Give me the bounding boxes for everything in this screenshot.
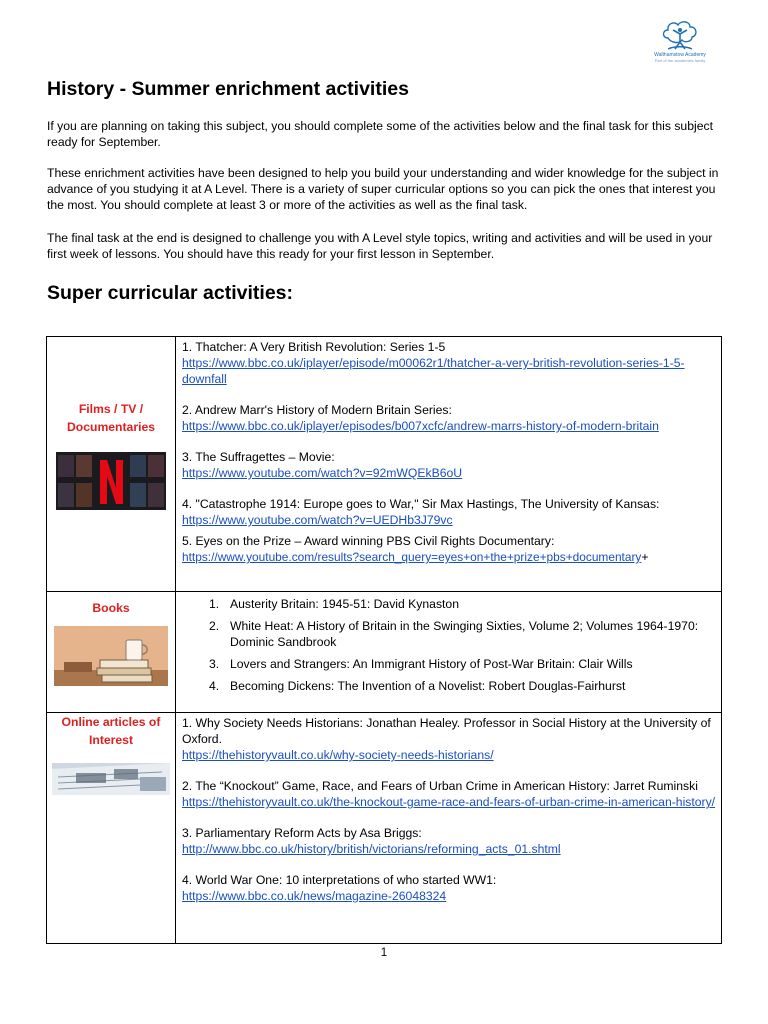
book-item-3-title: Lovers and Strangers: An Immigrant History of Post-War Britain: Clair Wills	[230, 657, 633, 671]
logo-tagline: Part of the academies family	[654, 58, 706, 63]
articles-category-label-line1: Online articles of	[61, 715, 161, 729]
intro-paragraph-3: The final task at the end is designed to challenge you with A Level style topics, writing and activities and will be used in your first week of lessons. You should have this ready for your first lesson in September.	[47, 231, 713, 261]
films-content-cell	[176, 337, 722, 592]
books-content-cell	[176, 592, 722, 713]
articles-content-cell	[176, 713, 722, 944]
film-item-1	[182, 339, 717, 387]
article-item-4-link[interactable]: https://www.bbc.co.uk/news/magazine-26048324	[182, 889, 447, 903]
film-item-3-title: 3. The Suffragettes – Movie:	[182, 450, 335, 464]
book-item-2-title: White Heat: A History of Britain in the Swinging Sixties, Volume 2; Volumes 1964-1970: Dominic Sandbrook	[230, 619, 699, 649]
article-item-4	[182, 872, 717, 904]
intro-paragraph-1: If you are planning on taking this subject, you should complete some of the activities below and the final task for this subject ready for September.	[47, 119, 713, 149]
film-item-2-title: 2. Andrew Marr's History of Modern Britain Series:	[182, 403, 452, 417]
film-item-4	[182, 496, 717, 528]
books-category-cell	[47, 592, 176, 713]
article-item-1-link[interactable]: https://thehistoryvault.co.uk/why-society-needs-historians/	[182, 748, 494, 762]
newspaper-icon	[52, 763, 170, 795]
films-category-cell	[47, 337, 176, 592]
book-item-3	[182, 656, 717, 672]
articles-category-label-line2: Interest	[88, 733, 134, 747]
article-item-1	[182, 715, 717, 763]
page-title: History - Summer enrichment activities	[47, 78, 409, 100]
books-category-label: Books	[92, 601, 130, 615]
tree-logo-icon	[660, 18, 700, 52]
article-item-3	[182, 825, 717, 857]
film-item-5-suffix: +	[641, 550, 649, 564]
article-item-4-title: 4. World War One: 10 interpretations of who started WW1:	[182, 873, 497, 887]
film-item-5-link[interactable]: https://www.youtube.com/results?search_query=eyes+on+the+prize+pbs+documentary	[182, 550, 642, 564]
logo-name: Walthamstow Academy	[654, 52, 706, 58]
film-item-5	[182, 533, 717, 565]
film-item-3-link[interactable]: https://www.youtube.com/watch?v=92mWQEkB6oU	[182, 466, 463, 480]
book-item-2	[182, 618, 717, 650]
activities-table	[46, 336, 722, 944]
film-item-2-link[interactable]: https://www.bbc.co.uk/iplayer/episodes/b007xcfc/andrew-marrs-history-of-modern-britain	[182, 419, 659, 433]
film-item-1-link[interactable]: https://www.bbc.co.uk/iplayer/episode/m00062r1/thatcher-a-very-british-revolution-series-1-5-downfall	[182, 356, 685, 386]
section-heading: Super curricular activities:	[47, 282, 294, 304]
school-logo	[650, 18, 710, 70]
articles-category-cell	[47, 713, 176, 944]
films-category-label-line1: Films / TV /	[78, 402, 144, 416]
article-item-1-title: 1. Why Society Needs Historians: Jonathan Healey. Professor in Social History at the University of Oxford.	[182, 716, 711, 746]
book-item-4-number: 4.	[209, 679, 220, 693]
film-item-4-title: 4. "Catastrophe 1914: Europe goes to War," Sir Max Hastings, The University of Kansas:	[182, 497, 660, 511]
film-item-5-title: 5. Eyes on the Prize – Award winning PBS Civil Rights Documentary:	[182, 534, 555, 548]
book-item-3-number: 3.	[209, 657, 220, 671]
books-and-cup-icon	[54, 626, 168, 686]
films-category-label-line2: Documentaries	[66, 420, 156, 434]
article-item-3-title: 3. Parliamentary Reform Acts by Asa Briggs:	[182, 826, 422, 840]
book-item-1-title: Austerity Britain: 1945-51: David Kynaston	[230, 597, 459, 611]
articles-row	[47, 713, 722, 944]
book-item-1	[182, 596, 717, 612]
films-row	[47, 337, 722, 592]
film-item-4-link[interactable]: https://www.youtube.com/watch?v=UEDHb3J79vc	[182, 513, 453, 527]
page-number: 1	[380, 947, 388, 959]
intro-paragraph-2: These enrichment activities have been designed to help you build your understanding and wider knowledge for the subject in advance of you studying it at A Level. There is a variety of super curricular options so you can pick the ones that interest you the most. You should complete at least 3 or more of the activities as well as the final task.	[47, 166, 719, 212]
film-item-3	[182, 449, 717, 481]
books-row	[47, 592, 722, 713]
film-item-1-title: 1. Thatcher: A Very British Revolution: Series 1-5	[182, 340, 446, 354]
article-item-3-link[interactable]: http://www.bbc.co.uk/history/british/victorians/reforming_acts_01.shtml	[182, 842, 561, 856]
book-item-4	[182, 678, 717, 694]
book-item-4-title: Becoming Dickens: The Invention of a Novelist: Robert Douglas-Fairhurst	[230, 679, 626, 693]
book-item-2-number: 2.	[209, 619, 220, 633]
film-item-2	[182, 402, 717, 434]
article-item-2	[182, 778, 717, 810]
netflix-logo-icon	[56, 452, 166, 510]
book-item-1-number: 1.	[209, 597, 220, 611]
article-item-2-link[interactable]: https://thehistoryvault.co.uk/the-knockout-game-race-and-fears-of-urban-crime-in-american-history/	[182, 795, 716, 809]
article-item-2-title: 2. The “Knockout” Game, Race, and Fears of Urban Crime in American History: Jarret Ruminski	[182, 779, 698, 793]
